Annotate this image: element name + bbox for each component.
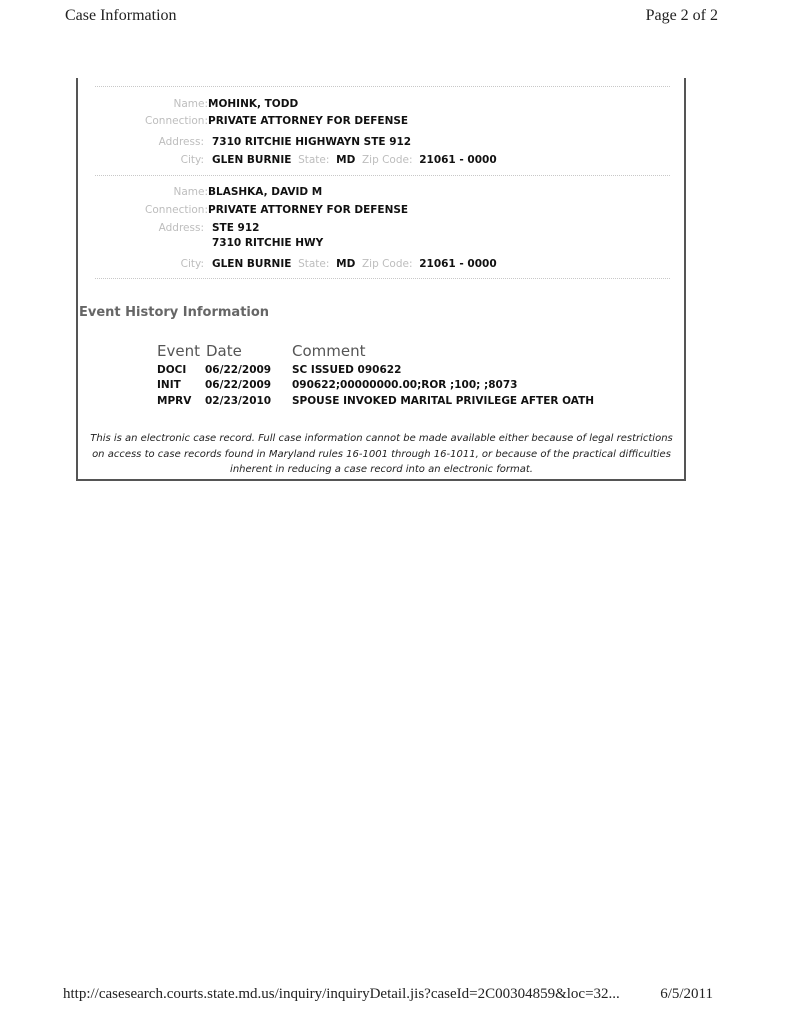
connection-label: Connection: [145, 204, 208, 216]
city-label: City: [180, 154, 204, 166]
attorney-city: GLEN BURNIE [212, 154, 292, 166]
attorney-state: MD [336, 258, 356, 270]
attorney-address-line: STE 912 [212, 222, 260, 234]
column-header-comment: Comment [292, 342, 366, 360]
attorney-state: MD [336, 154, 356, 166]
connection-label: Connection: [145, 115, 208, 127]
name-label: Name: [173, 98, 208, 110]
attorney-connection: PRIVATE ATTORNEY FOR DEFENSE [208, 115, 409, 127]
attorney-name: MOHINK, TODD [208, 98, 299, 110]
disclaimer-line: inherent in reducing a case record into an electronic format. [230, 464, 533, 475]
event-comment: SPOUSE INVOKED MARITAL PRIVILEGE AFTER OATH [292, 395, 595, 407]
city-label: City: [180, 258, 204, 270]
address-label: Address: [158, 136, 204, 148]
print-title: Case Information [65, 7, 177, 24]
city-state-zip [212, 258, 497, 270]
event-date: 06/22/2009 [205, 379, 272, 391]
attorney-connection: PRIVATE ATTORNEY FOR DEFENSE [208, 204, 409, 216]
attorney-address-line: 7310 RITCHIE HIGHWAYN STE 912 [212, 136, 412, 148]
divider [95, 278, 670, 279]
attorney-zip: 21061 - 0000 [419, 154, 497, 166]
attorney-address-line: 7310 RITCHIE HWY [212, 237, 324, 249]
column-header-event: Event [157, 342, 200, 360]
event-code: INIT [157, 379, 181, 391]
zip-label: Zip Code: [361, 154, 413, 166]
page-number: Page 2 of 2 [645, 7, 718, 24]
divider [95, 175, 670, 176]
city-state-zip [212, 154, 497, 166]
event-code: DOCI [157, 364, 187, 376]
event-code: MPRV [157, 395, 192, 407]
print-date: 6/5/2011 [660, 986, 713, 1002]
section-title: Event History Information [79, 305, 270, 320]
state-label: State: [298, 154, 330, 166]
name-label: Name: [173, 186, 208, 198]
page-url: http://casesearch.courts.state.md.us/inquiry/inquiryDetail.jis?caseId=2C00304859&loc=32... [63, 986, 620, 1002]
event-date: 02/23/2010 [205, 395, 272, 407]
disclaimer [79, 431, 684, 478]
attorney-name: BLASHKA, DAVID M [208, 186, 323, 198]
column-header-date: Date [206, 342, 242, 360]
attorney-city: GLEN BURNIE [212, 258, 292, 270]
disclaimer-line: on access to case records found in Maryland rules 16-1001 through 16-1011, or because of the practical difficulties [92, 448, 671, 460]
address-label: Address: [158, 222, 204, 234]
disclaimer-line: This is an electronic case record. Full case information cannot be made available either because of legal restrictions [90, 433, 673, 444]
divider [95, 86, 670, 87]
event-comment: SC ISSUED 090622 [292, 364, 402, 376]
zip-label: Zip Code: [361, 258, 413, 270]
event-date: 06/22/2009 [205, 364, 272, 376]
event-comment: 090622;00000000.00;ROR ;100; ;8073 [292, 379, 518, 391]
attorney-zip: 21061 - 0000 [419, 258, 497, 270]
state-label: State: [298, 258, 330, 270]
